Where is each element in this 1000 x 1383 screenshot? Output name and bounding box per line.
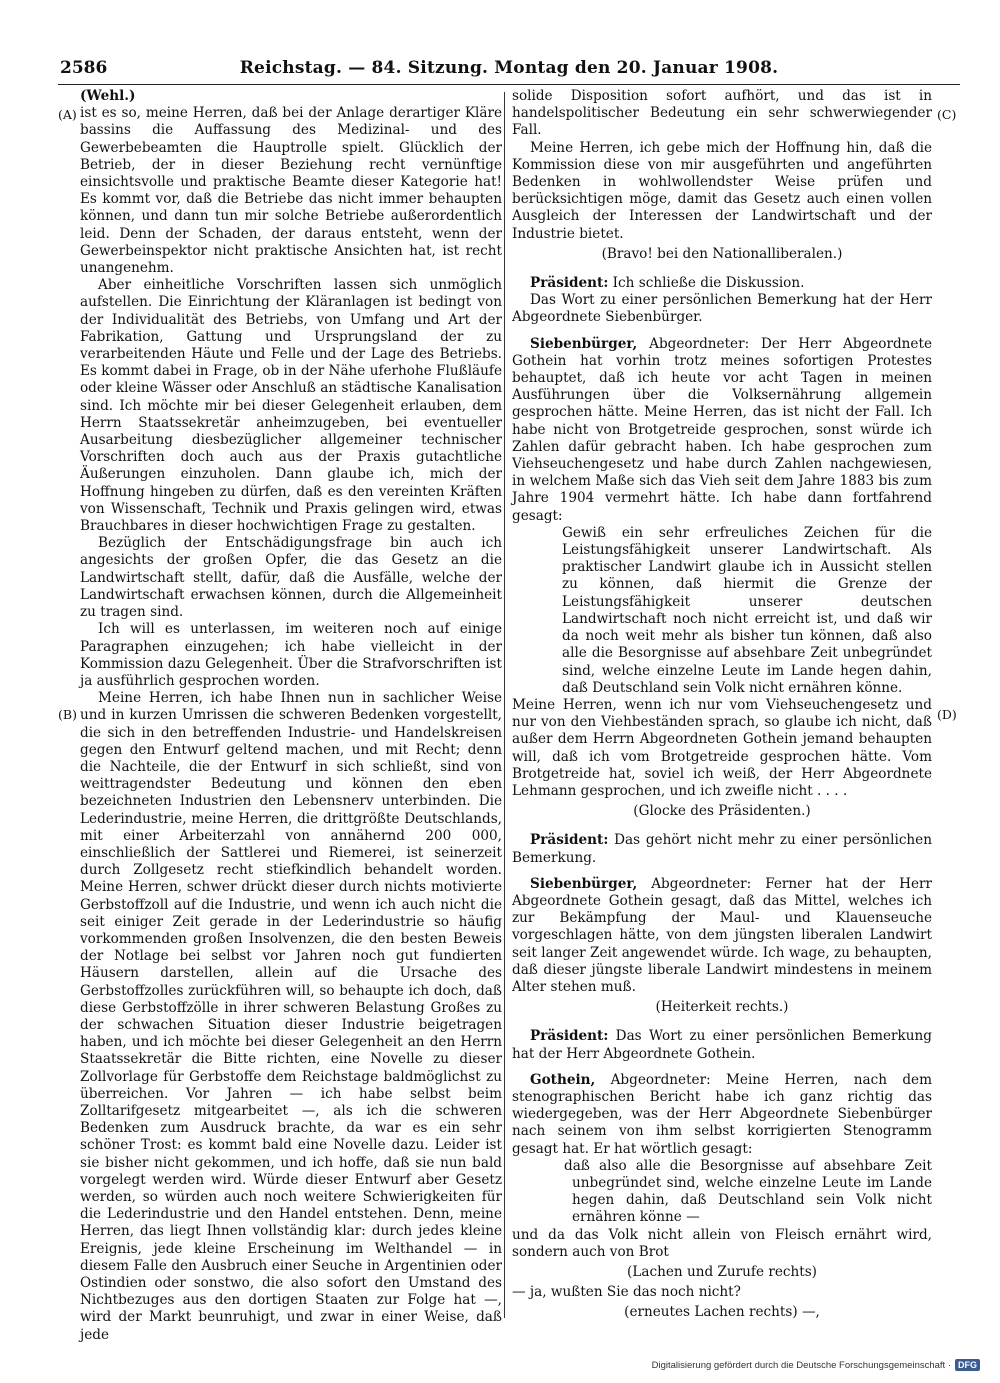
stage-direction: (erneutes Lachen rechts) —, [624,1304,820,1321]
speech-president [512,275,932,292]
left-column [80,88,502,1344]
paragraph: Ich will es unterlassen, im weiteren noch auf einige Paragraphen einzugehen; ich habe vielleicht in der Kommission dazu Gelegenheit. Über die Strafvorschriften ist ja ausführlich gesprochen worden. [80,621,502,689]
page-number: 2586 [60,58,108,78]
margin-marker-b: (B) [58,707,77,722]
speech-president [512,832,932,866]
speech-president [512,1028,932,1062]
speaker-label: (Wehl.) [80,88,136,104]
paragraph: — ja, wußten Sie das noch nicht? [512,1284,741,1301]
speech-text: Abgeordneter: Ferner hat der Herr Abgeordnete Gothein gesagt, daß das Mittel, welches ich zur Bekämpfung der Maul- und Klauenseuche vorgeschlagen hätte, von dem jüngsten liberalen Landwirt seit langer Zeit angewendet würde. Ich wage, zu behaupten, daß dieser jüngste liberale Landwirt mindestens in meinem Alter stehen muß. [512,875,932,995]
page-header [58,58,960,85]
running-title: Reichstag. — 84. Sitzung. Montag den 20. Januar 1908. [239,58,779,78]
footer-credit [652,1359,980,1371]
paragraph: Meine Herren, wenn ich nur vom Viehseuchengesetz und nur von den Viehbeständen sprach, so glaube ich nicht, daß außer dem Herrn Abgeordneten Gothein jemand behaupten will, daß ich vom Brotgetreide gesprochen hätte. Vom Brotgetreide hat, soviel ich weiß, der Herr Abgeordnete Lehmann gesprochen, und ich zweifle nicht . . . . [512,696,932,799]
speech-gothein [512,1072,932,1158]
speech-text: Abgeordneter: Meine Herren, nach dem stenographischen Bericht habe ich ganz richtig das wiedergegeben, was der Herr Abgeordnete Siebenbürger nach seinem von ihm selbst korrigierten Stenogramm gesagt hat. Er hat wörtlich gesagt: [512,1071,932,1157]
speaker-name: Gothein, [530,1071,596,1088]
paragraph: Bezüglich der Entschädigungsfrage bin auch ich angesichts der großen Opfer, die das Gesetz an die Landwirtschaft stellt, dafür, daß die Ausfälle, welche der Landwirtschaft erwachsen können, durch die Allgemeinheit zu tragen sind. [80,535,502,621]
paragraph: Meine Herren, ich gebe mich der Hoffnung hin, daß die Kommission diese von mir ausgeführten und angeführten Bedenken in wohlwollendster Weise prüfen und berücksichtigen möge, damit das Gesetz auch einen vollen Ausgleich der Interessen der Landwirtschaft und der Industrie bietet. [512,139,932,242]
paragraph: und da das Volk nicht allein von Fleisch ernährt wird, sondern auch von Brot [512,1226,932,1260]
speech-text: Das Wort zu einer persönlichen Bemerkung hat der Herr Abgeordnete Gothein. [512,1028,932,1062]
paragraph: solide Disposition sofort aufhört, und das ist in handelspolitischer Bedeutung ein sehr schwerwiegender Fall. [512,88,932,139]
quotation: daß also alle die Besorgnisse auf absehbare Zeit unbegründet sind, welche einzelne Leute im Lande hegen dahin, daß Deutschland sein Volk nicht ernähren könne — [564,1157,932,1226]
dfg-logo: DFG [955,1359,980,1371]
speech-siebenbuerger [512,336,932,525]
quotation: Gewiß ein sehr erfreuliches Zeichen für die Leistungsfähigkeit unserer Landwirtschaft. Als praktischer Landwirt glaube ich in Aussicht stellen zu können, daß hiermit die Grenze der Leistungsfähigkeit unserer deutschen Landwirtschaft noch nicht erreicht ist, und daß wir da noch weit mehr als bisher tun können, daß also alle die Besorgnisse auf absehbare Zeit unbegründet sind, welche einzelne Leute im Lande hegen dahin, daß Deutschland sein Volk nicht ernähren könne. [562,524,932,696]
speaker-name: Präsident: [530,275,609,292]
stage-direction: (Bravo! bei den Nationalliberalen.) [601,245,843,262]
speech-siebenbuerger [512,876,932,996]
paragraph: Das Wort zu einer persönlichen Bemerkung hat der Herr Abgeordnete Siebenbürger. [512,292,932,326]
stage-direction: (Heiterkeit rechts.) [655,999,789,1016]
column-divider [504,92,505,1318]
speech-text: Ich schließe die Diskussion. [608,275,805,292]
speech-text: Abgeordneter: Der Herr Abgeordnete Gothein hat vorhin trotz meines sofortigen Protestes behauptet, daß ich heute vor acht Tagen in meinen Ausführungen über die Volksernährung allgemein gesprochen hätte. Meine Herren, das ist nicht der Fall. Ich habe nicht von Brotgetreide gesprochen, sonst würde ich Zahlen dafür gebracht haben. Ich habe gesprochen zum Viehseuchengesetz und habe durch Zahlen nachgewiesen, in welchem Maße sich das Vieh seit dem Jahre 1883 bis zum Jahre 1904 vermehrt hätte. Ich habe dann fortfahrend gesagt: [512,335,932,524]
stage-direction: (Lachen und Zurufe rechts) [627,1264,817,1280]
speaker-name: Siebenbürger, [530,335,638,352]
paragraph: Aber einheitliche Vorschriften lassen sich unmöglich aufstellen. Die Einrichtung der Kläranlagen ist bedingt von der Individualität des Betriebs, von Umfang und Art der Fabrikation, Gattung und Ursprungsland der zu verarbeitenden Häute und Felle und der Lage des Betriebs. Es kommt dabei in Frage, ob in der Nähe uferhohe Flußläufe oder kleine Wässer oder Anschluß an städtische Kanalisation sind. Ich möchte mir bei dieser Gelegenheit erlauben, dem Herrn Staatssekretär anheimzugeben, bei eventueller Ausarbeitung diesbezüglicher allgemeiner technischer Vorschriften doch auch aus der Praxis gutachtliche Äußerungen einzuholen. Dann glaube ich, mich der Hoffnung hingeben zu dürfen, daß es den vereinten Kräften von Wissenschaft, Technik und Praxis gelingen wird, etwas Brauchbares in dieser hochwichtigen Frage zu gestalten. [80,277,502,535]
right-column [512,88,932,1325]
speaker-name: Präsident: [530,832,609,849]
speaker-name: Präsident: [530,1028,609,1045]
margin-marker-d: (D) [937,707,957,722]
margin-marker-a: (A) [58,107,77,122]
speaker-name: Siebenbürger, [530,875,638,892]
paragraph: Meine Herren, ich habe Ihnen nun in sachlicher Weise und in kurzen Umrissen die schweren Bedenken vorgestellt, die sich in den betreffenden Industrie- und Handelskreisen gegen den Entwurf geltend machen, und mit Recht; denn die Nachteile, die der Entwurf in sich schließt, sind von weittragendster Bedeutung und können den eben bezeichneten Industrien den Lebensnerv unterbinden. Die Lederindustrie, meine Herren, die drittgrößte Deutschlands, mit einer Arbeiterzahl von annähernd 200 000, einschließlich der Sattlerei und Riemerei, ist seinerzeit durch Zollgesetz recht stiefkindlich behandelt worden. Meine Herren, schwer drückt dieser durch nichts motivierte Gerbstoffzoll auf die Industrie, und wenn ich auch nicht die seit einiger Zeit gerade in der Lederindustrie so häufig vorkommenden großen Insolvenzen, die den besten Beweis der Notlage bei selbst vor Jahren noch gut fundierten Häusern darstellen, allein auf die Ursache des Gerbstoffzolles zurückführen will, so behaupte ich doch, daß diese Gerbstoffzölle in ihrer schweren Belastung Großes zu der schwachen Situation dieser Industrie beigetragen haben, und ich möchte bei dieser Gelegenheit an den Herrn Staatssekretär die Bitte richten, eine Novelle zu dieser Zollvorlage für Gerbstoffe dem Reichstage baldmöglichst zu überreichen. Vor Jahren — ich habe selbst beim Zolltarifgesetz mitgearbeitet —, als ich die schweren Bedenken zum Ausdruck brachte, da war es ein sehr schöner Trost: es kommt bald eine Novelle dazu. Leider ist sie bisher nicht gekommen, und ich hoffe, daß sie nun bald vorgelegt werden wird. Würde dieser Entwurf aber Gesetz werden, so würden auch noch weitere Schwierigkeiten für die Lederindustrie und den Handel entstehen. Denn, meine Herren, das liegt Ihnen vollständig klar: durch jedes kleine Ereignis, jede kleine Erscheinung im Welthandel — in diesem Falle den Ausbruch einer Seuche in Argentinien oder Ostindien oder sonstwo, die also sofort den Umstand des Nichtbezuges aus den dortigen Staaten zur Folge hat —, wird der Markt beunruhigt, und zwar in einer Weise, daß jede [80,690,502,1343]
footer-text: Digitalisierung gefördert durch die Deutsche Forschungsgemeinschaft · [651,1359,951,1371]
stage-direction: (Glocke des Präsidenten.) [633,803,811,820]
speech-text: Das gehört nicht mehr zu einer persönlichen Bemerkung. [512,832,932,866]
paragraph: ist es so, meine Herren, daß bei der Anlage derartiger Kläre bassins die Auffassung des Medizinal- und des Gewerbebeamten die Hauptrolle spielt. Glücklich der Betrieb, der in dieser Beziehung recht vernünftige einsichtsvolle und praktische Beamte dieser Kategorie hat! Es kommt vor, daß die Betriebe das nicht immer behaupten können, und dann tun mir solche Betriebe außerordentlich leid. Denn der Schaden, der daraus entsteht, wenn der Gewerbeinspektor nicht praktische Ansichten hat, ist recht unangenehm. [80,105,502,277]
margin-marker-c: (C) [937,107,957,122]
